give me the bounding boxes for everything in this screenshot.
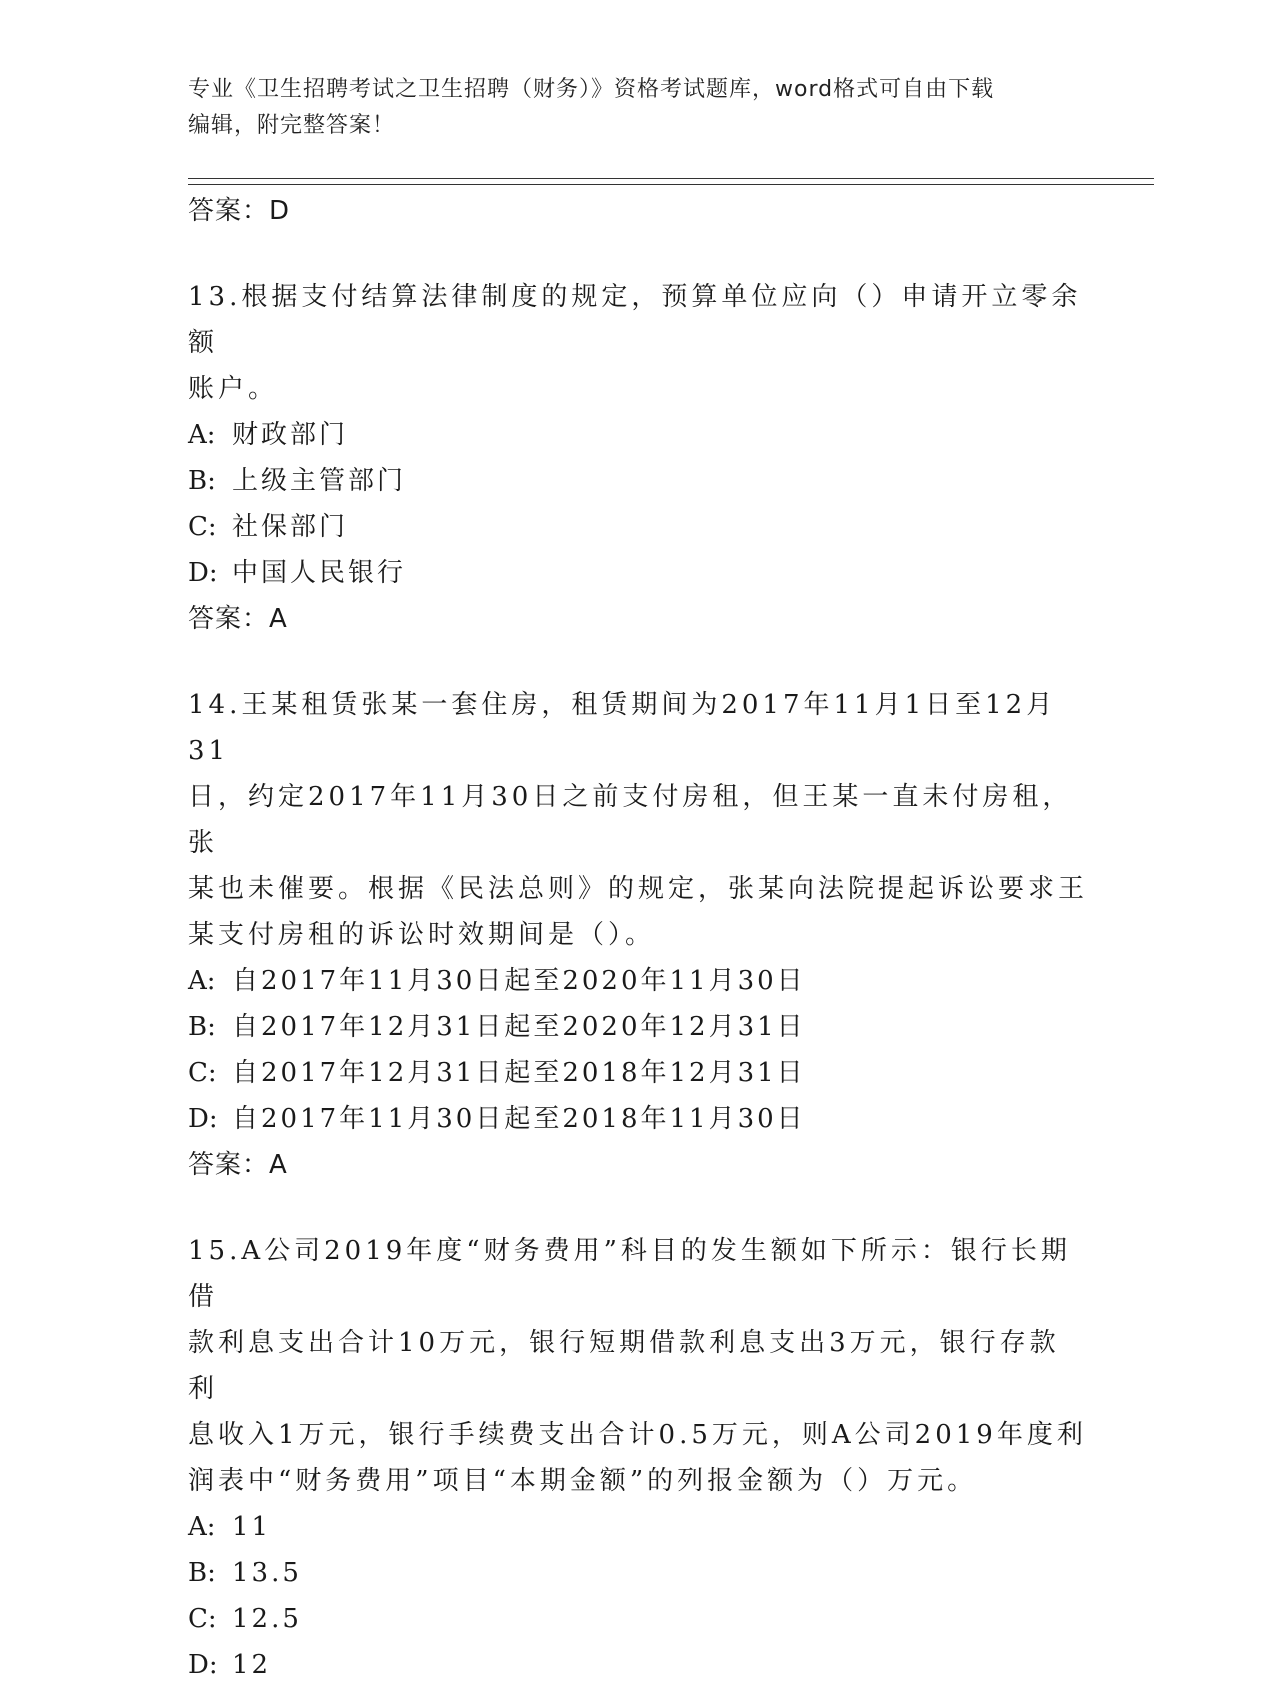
- option-text: 社保部门: [232, 512, 349, 542]
- question-13: [188, 274, 1088, 642]
- question-text-line: 账户。: [188, 374, 279, 404]
- question-text-line: 息收入1万元，银行手续费支出合计0.5万元，则A公司2019年度利: [188, 1420, 1087, 1450]
- question-text-line: 某支付房租的诉讼时效期间是（）。: [188, 920, 656, 950]
- question-answer: 答案：A: [188, 604, 288, 634]
- option-letter: B:: [188, 466, 216, 496]
- option-letter: D:: [188, 1104, 218, 1134]
- question-text-line: 日，约定2017年11月30日之前支付房租，但王某一直未付房租，张: [188, 782, 1073, 858]
- option-d: [188, 550, 1088, 596]
- document-header: [188, 72, 1088, 144]
- option-text: 13.5: [232, 1558, 302, 1588]
- option-letter: D:: [188, 558, 218, 588]
- option-a: [188, 412, 1088, 458]
- option-letter: C:: [188, 512, 217, 542]
- question-text-line: 14.王某租赁张某一套住房，租赁期间为2017年11月1日至12月31: [188, 690, 1057, 766]
- option-c: [188, 1596, 1088, 1642]
- header-line-1: 专业《卫生招聘考试之卫生招聘（财务）》资格考试题库，word格式可自由下载: [188, 77, 995, 102]
- option-letter: B:: [188, 1012, 216, 1042]
- option-d: [188, 1096, 1088, 1142]
- option-text: 自2017年11月30日起至2018年11月30日: [232, 1104, 806, 1134]
- option-letter: A:: [188, 420, 216, 450]
- question-text-line: 润表中“财务费用”项目“本期金额”的列报金额为（）万元。: [188, 1466, 978, 1496]
- option-text: 上级主管部门: [232, 466, 407, 496]
- option-d: [188, 1642, 1088, 1688]
- option-letter: C:: [188, 1058, 217, 1088]
- option-text: 自2017年12月31日起至2020年12月31日: [232, 1012, 806, 1042]
- question-text-line: 15.A公司2019年度“财务费用”科目的发生额如下所示：银行长期借: [188, 1236, 1071, 1312]
- option-b: [188, 458, 1088, 504]
- question-text-line: 款利息支出合计10万元，银行短期借款利息支出3万元，银行存款利: [188, 1328, 1060, 1404]
- option-letter: A:: [188, 966, 216, 996]
- option-b: [188, 1550, 1088, 1596]
- question-15: [188, 1228, 1088, 1688]
- question-answer: 答案：A: [188, 1150, 288, 1180]
- option-c: [188, 1050, 1088, 1096]
- option-text: 自2017年11月30日起至2020年11月30日: [232, 966, 806, 996]
- header-divider-top: [188, 178, 1154, 179]
- question-text-line: 13.根据支付结算法律制度的规定，预算单位应向（）申请开立零余额: [188, 282, 1082, 358]
- option-letter: D:: [188, 1650, 218, 1680]
- option-letter: C:: [188, 1604, 217, 1634]
- document-body: [188, 188, 1088, 1688]
- option-letter: B:: [188, 1558, 216, 1588]
- option-text: 自2017年12月31日起至2018年12月31日: [232, 1058, 806, 1088]
- option-letter: A:: [188, 1512, 216, 1542]
- question-text-line: 某也未催要。根据《民法总则》的规定，张某向法院提起诉讼要求王: [188, 874, 1089, 904]
- option-text: 中国人民银行: [232, 558, 407, 588]
- option-c: [188, 504, 1088, 550]
- option-b: [188, 1004, 1088, 1050]
- option-text: 12.5: [232, 1604, 302, 1634]
- header-line-2: 编辑，附完整答案！: [188, 113, 396, 138]
- option-text: 12: [232, 1650, 272, 1680]
- option-a: [188, 958, 1088, 1004]
- option-text: 11: [232, 1512, 272, 1542]
- question-14: [188, 682, 1088, 1188]
- previous-answer: 答案：D: [188, 196, 291, 226]
- option-text: 财政部门: [232, 420, 349, 450]
- header-divider-bottom: [188, 184, 1154, 185]
- option-a: [188, 1504, 1088, 1550]
